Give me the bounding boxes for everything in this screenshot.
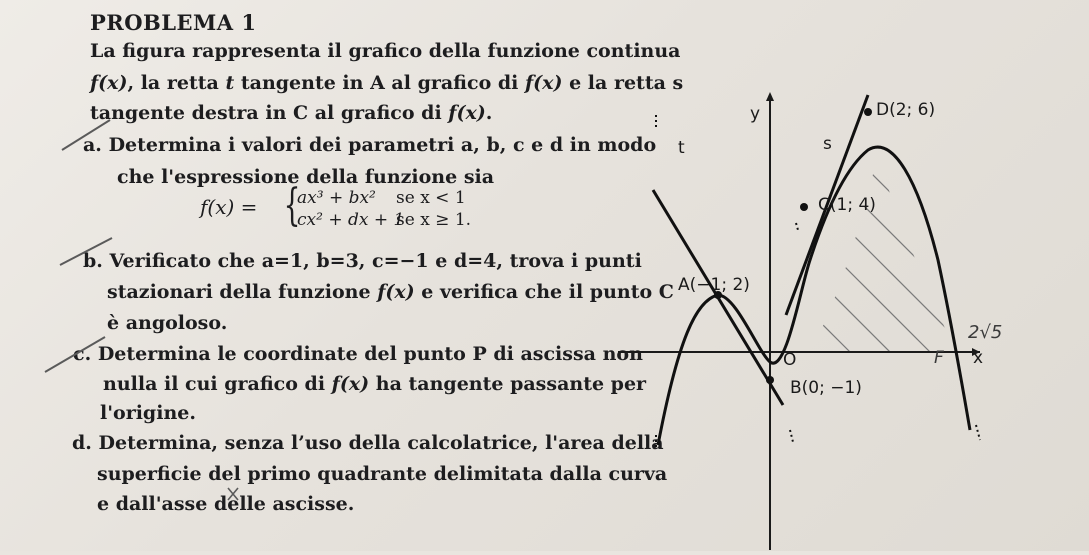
item-b-line-3: è angoloso. xyxy=(107,312,228,334)
item-b-text-2: stazionari della funzione xyxy=(107,281,371,303)
formula-cond-1: se x < 1 xyxy=(396,188,466,208)
point-A-label: A(−1; 2) xyxy=(678,275,750,295)
line-t-label: t xyxy=(678,138,685,158)
item-c-letter: c. xyxy=(73,343,92,365)
item-c-line-3: l'origine. xyxy=(100,402,196,424)
handwritten-root: 2√5 xyxy=(968,322,1003,343)
item-b-text-3: e verifica che il punto C xyxy=(421,281,674,303)
item-d-text-1: Determina, senza l’uso della calcolatrice, l'area della xyxy=(98,432,664,454)
dotted-mark xyxy=(796,223,798,230)
area-hatching xyxy=(708,90,1089,460)
handwritten-f-mark: F xyxy=(934,348,944,368)
item-b-letter: b. xyxy=(83,250,103,272)
point-D-label: D(2; 6) xyxy=(876,100,936,120)
function-symbol: f(x) xyxy=(377,281,415,303)
intro-text-3a: tangente destra in C al grafico di xyxy=(90,102,442,124)
item-d-line-3: e dall'asse delle ascisse. xyxy=(97,493,355,515)
item-c-text-2: nulla il cui grafico di xyxy=(103,373,326,395)
formula-case-1: ax³ + bx² xyxy=(297,188,376,208)
point-D-dot xyxy=(864,108,872,116)
y-axis-arrow-head xyxy=(766,92,774,101)
item-d-line-2: superficie del primo quadrante delimitata dalla curva xyxy=(97,463,668,485)
line-s-label: s xyxy=(823,134,832,154)
point-C-dot xyxy=(800,203,808,211)
item-a-text-1: Determina i valori dei parametri a, b, c e d in modo xyxy=(108,134,657,156)
graph-canvas xyxy=(618,90,1089,551)
item-c-text-3: ha tangente passante per xyxy=(375,373,647,395)
dotted-mark xyxy=(790,430,793,442)
dotted-mark xyxy=(976,425,980,440)
intro-line-1: La figura rappresenta il grafico della funzione continua xyxy=(90,40,681,62)
function-graph xyxy=(618,90,1089,551)
formula-case-2: cx² + dx + 1 xyxy=(297,210,405,230)
intro-text-2c: e la retta s xyxy=(569,72,684,94)
problem-title: PROBLEMA 1 xyxy=(90,10,257,35)
item-b-check-mark xyxy=(60,238,112,265)
item-a-check-mark xyxy=(62,120,110,150)
point-B-label: B(0; −1) xyxy=(790,378,862,398)
intro-text-3b: . xyxy=(485,102,493,124)
function-symbol: f(x) xyxy=(448,102,486,124)
x-axis-label: x xyxy=(973,348,984,368)
function-curve xyxy=(658,147,970,445)
point-C-label: C(1; 4) xyxy=(818,195,876,215)
ascisse-x-mark xyxy=(228,488,238,500)
function-symbol: f(x) xyxy=(331,373,370,395)
point-B-dot xyxy=(766,376,774,384)
function-symbol: f(x) xyxy=(90,72,128,94)
item-b-text-1: Verificato che a=1, b=3, c=−1 e d=4, trova i punti xyxy=(109,250,642,272)
line-t-symbol: t xyxy=(225,72,235,94)
formula-lhs: f(x) = xyxy=(200,195,258,219)
formula-brace: { xyxy=(283,180,301,231)
y-axis-label: y xyxy=(750,104,761,124)
origin-label: O xyxy=(783,350,797,370)
item-a-line-2: che l'espressione della funzione sia xyxy=(117,166,495,188)
formula-cond-2: se x ≥ 1. xyxy=(396,210,472,230)
item-d-letter: d. xyxy=(72,432,92,454)
function-symbol: f(x) xyxy=(524,72,563,94)
item-a-letter: a. xyxy=(83,134,102,156)
item-c-check-mark xyxy=(45,337,105,372)
item-c-text-1: Determina le coordinate del punto P di ascissa non xyxy=(97,343,643,365)
intro-text-2b: tangente in A al grafico di xyxy=(240,72,519,94)
intro-text-2a: , la retta xyxy=(127,72,219,94)
